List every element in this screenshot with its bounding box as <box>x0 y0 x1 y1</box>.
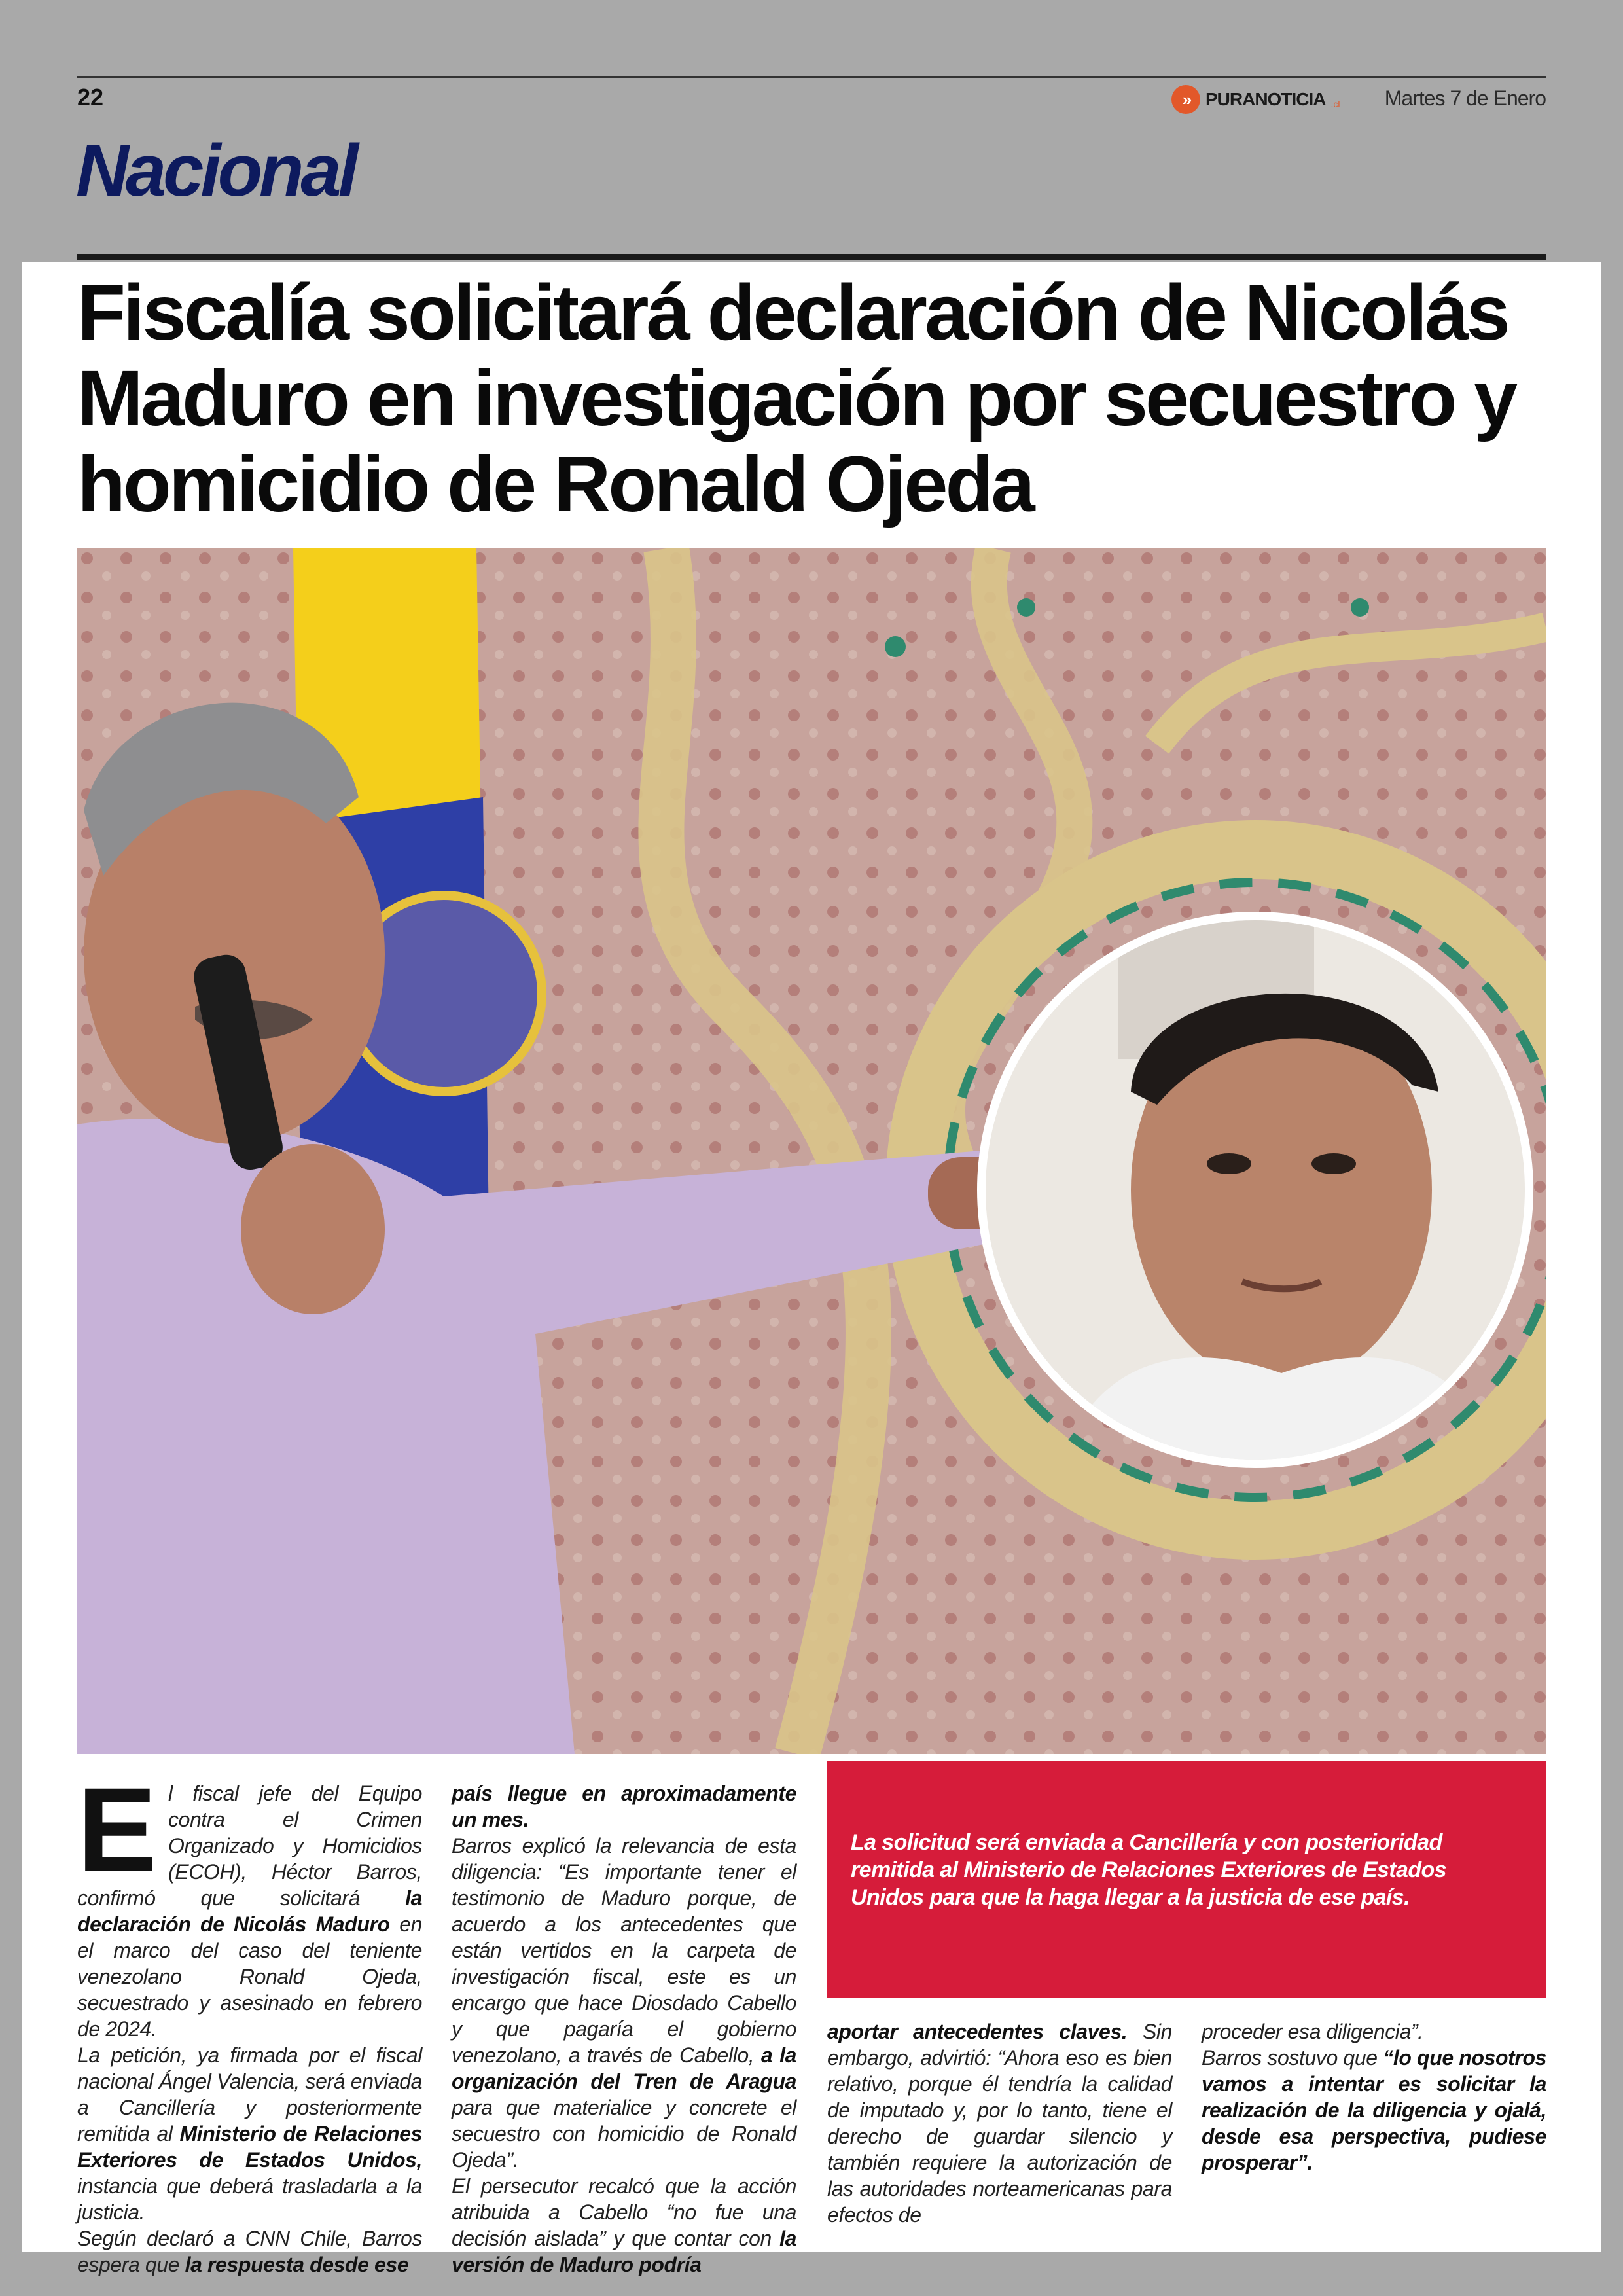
text: Barros explicó la relevancia de esta diligencia: “Es importante tener el testimonio de Maduro porque, de acuerdo a los antecedentes que están vertidos en la carpeta de investigación fiscal, este es un encargo que hace Diosdado Cabello y que pagaría el gobierno venezolano, a través de Cabello, <box>452 1834 796 2067</box>
paragraph <box>452 2173 796 2278</box>
issue-date: Martes 7 de Enero <box>1384 86 1546 110</box>
drop-cap: E <box>77 1763 156 1896</box>
text: instancia que deberá trasladarla a la justicia. <box>77 2174 422 2224</box>
text: proceder esa diligencia”. <box>1202 2020 1423 2043</box>
text-bold: la declaración de Nicolás Maduro <box>77 1886 422 1936</box>
paragraph <box>827 2018 1172 2228</box>
paragraph <box>77 2042 422 2225</box>
text-bold: a la organización del Tren de Aragua <box>452 2043 796 2093</box>
paragraph <box>452 1833 796 2173</box>
pull-quote-box: La solicitud será enviada a Cancillería y con posterioridad remitida al Ministerio de Relaciones Exteriores de Estados Unidos para que la haga llegar a la justicia de ese país. <box>827 1761 1546 1998</box>
page-number: 22 <box>77 84 104 111</box>
text-bold: país llegue en aproximadamente un mes. <box>452 1782 796 1831</box>
paragraph <box>1202 2018 1546 2045</box>
article-column-2 <box>452 1780 796 2278</box>
article-photo <box>77 548 1546 1754</box>
article-column-3 <box>827 2018 1172 2228</box>
paragraph <box>452 1780 796 1833</box>
article-column-1 <box>77 1763 423 2278</box>
section-title: Nacional <box>76 130 355 211</box>
text: para que materialice y concrete el secuestro con homicidio de Ronald Ojeda”. <box>452 2096 796 2172</box>
chevrons-icon: » <box>1171 85 1200 114</box>
text: en el marco del caso del teniente venezolano Ronald Ojeda, secuestrado y asesinado en febrero de 2024. <box>77 1912 422 2041</box>
text: Según declaró a CNN Chile, Barros espera que <box>77 2227 422 2276</box>
brand-logo <box>1171 85 1340 114</box>
text: El persecutor recalcó que la acción atribuida a Cabello “no fue una decisión aislada” y que contar con <box>452 2174 796 2250</box>
article-headline: Fiscalía solicitará declaración de Nicolás Maduro en investigación por secuestro y homicidio de Ronald Ojeda <box>77 268 1516 528</box>
top-rule <box>77 76 1546 78</box>
text-bold: aportar antecedentes claves. <box>827 2020 1128 2043</box>
text: La petición, ya firmada por el fiscal nacional Ángel Valencia, será enviada a Cancillería y posteriormente remitida al <box>77 2043 422 2145</box>
paragraph <box>77 2225 422 2278</box>
paragraph <box>1202 2045 1546 2176</box>
text-bold: la versión de Maduro podría <box>452 2227 796 2276</box>
text: Sin embargo, advirtió: “Ahora eso es bien relativo, porque él tendría la calidad de imputado y, por lo tanto, tiene el derecho de guardar silencio y también requiere la autorización de las autoridades norteamericanas para efectos de <box>827 2020 1172 2227</box>
text: l fiscal jefe del Equipo contra el Crimen Organizado y Homicidios (ECOH), Héctor Barros, confirmó que solicitará <box>77 1782 422 1910</box>
section-rule <box>77 254 1546 260</box>
photo-composite-icon <box>77 548 1546 1754</box>
brand-name: PURANOTICIA <box>1205 89 1326 109</box>
text-bold: la respuesta desde ese <box>185 2253 409 2276</box>
article-column-4 <box>1202 2018 1546 2176</box>
text-bold: “lo que nosotros vamos a intentar es solicitar la realización de la diligencia y ojalá, desde esa perspectiva, pudiese prosperar”. <box>1202 2046 1546 2174</box>
text: Barros sostuvo que <box>1202 2046 1383 2070</box>
brand-suffix: .cl <box>1330 99 1340 109</box>
text-bold: Ministerio de Relaciones Exteriores de Estados Unidos, <box>77 2122 423 2172</box>
